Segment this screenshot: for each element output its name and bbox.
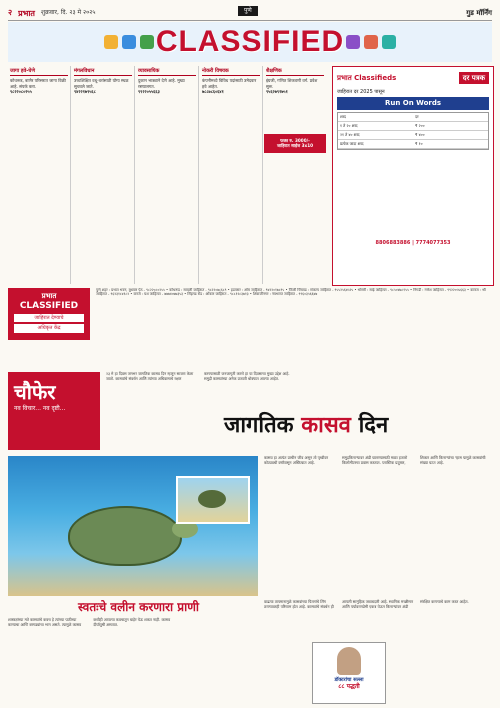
inset-turtle xyxy=(198,490,226,508)
headline-part: जागतिक xyxy=(224,413,294,438)
edition-name: गुड मॉर्निंग xyxy=(466,8,492,17)
category-heading: नोकरी विषयक xyxy=(202,68,260,76)
listing-brand: प्रभात xyxy=(41,292,57,300)
brand-logo: प्रभात xyxy=(18,8,35,18)
headline-part: दिन xyxy=(358,413,389,438)
column-business xyxy=(136,66,199,284)
price-ad-text: फक्त रु. 3000/- xyxy=(280,138,310,143)
turtle-shell xyxy=(68,506,182,566)
listing-line: जाहिरात देण्याचे xyxy=(14,314,84,322)
choufer-box xyxy=(8,372,100,450)
rate-contact: 8806883886 | 7774077353 xyxy=(375,240,451,246)
page-number: २ xyxy=(8,8,13,17)
story-body-2: शास्त्रज्ञांच्या मते कासवांचे कवच हे त्यांच्या पाठीच्या कण्याचा आणि बरगड्यांचा भाग असते. त्यामुळे कासव कधीही आपल्या कवचातून बाहेर येऊ शकत नाही. कासव दीर्घायुषी असतात. xyxy=(8,617,171,627)
table-cell: दर xyxy=(415,113,419,119)
shop-icon xyxy=(382,35,396,49)
table-row xyxy=(338,122,488,131)
table-row xyxy=(338,140,488,149)
banner-title: CLASSIFIED xyxy=(155,25,345,59)
table-cell: शब्द xyxy=(340,113,346,119)
run-on-words: Run On Words xyxy=(337,97,489,110)
avatar xyxy=(337,647,361,675)
ad-phone: ९४२२१७९५६८ xyxy=(74,88,96,94)
turtle-photo xyxy=(8,456,258,596)
ad-text: इंग्रजी, गणित शिकवणी वर्ग. प्रवेश सुरू. xyxy=(266,78,318,89)
ad-text: कंपनीमध्ये विविध पदांसाठी उमेदवार हवे आहेत. xyxy=(202,78,257,89)
column-marriage xyxy=(72,66,135,284)
agency-lines: पुणे शहर : प्रभात भवन, बुधवार पेठ - ९८२२०८०२५५ • कोथरूड : सायली जाहिरात - ९८२२०७८६८९ • हडपसर : ओम जाहिरात - ९४२२०१७८९५ • पिंपरी चिंचवड : संकल्प जाहिरात - ९५५२५६४५२५ • भोसरी : साई जाहिरात - ९८५०४७८१५५ • निगडी : गणेश जाहिरात - ९९२२०५५६६३ • कात्रज : श्री जाहिरात - ९६२३१८४१८२ • वारजे : यश जाहिरात - ७७७४०७७३५३ • सिंहगड रोड : ओंकार जाहिरात - ९८८१२८३७१३ • शिवाजीनगर : नवभारत जाहिरात - ९९६०३५६६४७ xyxy=(96,288,486,297)
rate-panel-tag: दर पत्रक xyxy=(459,72,489,85)
feature-section xyxy=(8,372,492,702)
table-cell: ₹ ४०० xyxy=(415,131,425,137)
category-heading: जागा हवे-घेणे xyxy=(10,68,68,76)
story-intro: २३ मे हा दिवस जगभर जागतिक कासव दिन म्हणून साजरा केला जातो. कासवांचे संवर्धन आणि त्यांच्या अधिवासाचे रक्षण करण्यासाठी जनजागृती करणे हा या दिवसाचा मुख्य उद्देश आहे. समुद्री कासवांच्या अनेक प्रजाती धोक्यात आल्या आहेत. xyxy=(106,371,290,381)
table-cell: ₹ १० xyxy=(415,140,423,146)
ad-phone: ९५६२७९२७५१ xyxy=(266,88,288,94)
city-tag: पुणे xyxy=(238,6,258,16)
price-ad xyxy=(264,134,326,153)
table-row xyxy=(338,113,488,122)
table-cell: १ ते २० शब्द xyxy=(340,122,358,128)
category-heading: व्यावसायिक xyxy=(138,68,196,76)
rate-panel-sub: जाहिरात दर 2025 पासून xyxy=(337,89,385,95)
category-heading: शैक्षणिक xyxy=(266,68,324,76)
story-body: कासव हा अत्यंत प्राचीन जीव असून तो पृथ्वीवर कोट्यवधी वर्षांपासून अस्तित्वात आहे. समुद्रकिनाऱ्यावर अंडी घालण्यासाठी माद्या हजारो किलोमीटरचा प्रवास करतात. प्लास्टिक प्रदूषण, शिकार आणि किनाऱ्यांचा ऱ्हास यामुळे कासवांची संख्या घटत आहे. xyxy=(264,455,486,465)
phone-icon xyxy=(364,35,378,49)
education-icon xyxy=(346,35,360,49)
column-education xyxy=(264,66,326,284)
table-cell: ₹ २०० xyxy=(415,122,425,128)
agency-listing xyxy=(8,288,492,370)
ad-text: दुकान भाड्याने देणे आहे. मुख्य रस्त्यालगत. xyxy=(138,78,185,89)
rate-table xyxy=(337,112,489,150)
classified-banner xyxy=(8,22,492,62)
table-cell: २१ ते ४० शब्द xyxy=(340,131,360,137)
job-icon xyxy=(140,35,154,49)
category-heading: मंगलविधान xyxy=(74,68,132,76)
headline-part: कासव xyxy=(301,413,351,438)
story-body-3: वाढत्या तापमानामुळे कासवांच्या पिल्लांचे लिंग ठरण्यावरही परिणाम होत आहे. कासवांचे संवर्धन ही आपली सामूहिक जबाबदारी आहे. स्थानिक मच्छीमार आणि पर्यावरणप्रेमी एकत्र येऊन किनाऱ्यांवर अंडी संरक्षित करण्याचे काम करत आहेत. xyxy=(264,599,469,609)
inset-photo xyxy=(176,476,250,524)
rate-panel-header xyxy=(333,67,493,89)
page-header xyxy=(8,6,492,21)
choufer-sub: नव विचार... नव दृष्टी... xyxy=(14,405,66,412)
classified-columns xyxy=(8,66,328,284)
table-row xyxy=(338,131,488,140)
ad-text: उच्चशिक्षित वधू-वरांसाठी योग्य स्थळ सुचवले जाते. xyxy=(74,78,129,89)
column-jobs xyxy=(200,66,263,284)
car-icon xyxy=(122,35,136,49)
issue-date: शुक्रवार, दि. २३ मे २०२५ xyxy=(40,9,96,17)
price-ad-sub: जाहिरात साईज 3x10 xyxy=(276,143,314,149)
sub-headline: स्वतःचे वलीन करणारा प्राणी xyxy=(78,600,199,614)
ad-text: कोथरूड, बाणेर परिसरात जागा विक्री आहे. संपर्क करा. xyxy=(10,78,66,89)
choufer-title: चौफेर xyxy=(14,380,56,404)
house-icon xyxy=(104,35,118,49)
doctor-title: डॉक्टरांचा सल्ला xyxy=(334,677,364,683)
ad-phone: ७८८७८६०६४१ xyxy=(202,88,224,94)
ad-phone: ९९२२०५५६६३ xyxy=(138,88,160,94)
rate-panel-brand: प्रभात Classifieds xyxy=(337,73,397,82)
doctor-ad xyxy=(312,642,386,704)
table-cell: प्रत्येक जादा शब्द xyxy=(340,140,364,146)
feature-headline xyxy=(224,412,388,440)
listing-box xyxy=(8,288,90,340)
listing-classified: CLASSIFIED xyxy=(19,300,79,311)
column-property xyxy=(8,66,71,284)
listing-line: अधिकृत केंद्र xyxy=(14,324,84,332)
ad-phone: ९८२२०८०२५५ xyxy=(10,88,32,94)
doctor-sub: ८८ पद्धती xyxy=(338,683,360,691)
rate-panel xyxy=(332,66,494,286)
